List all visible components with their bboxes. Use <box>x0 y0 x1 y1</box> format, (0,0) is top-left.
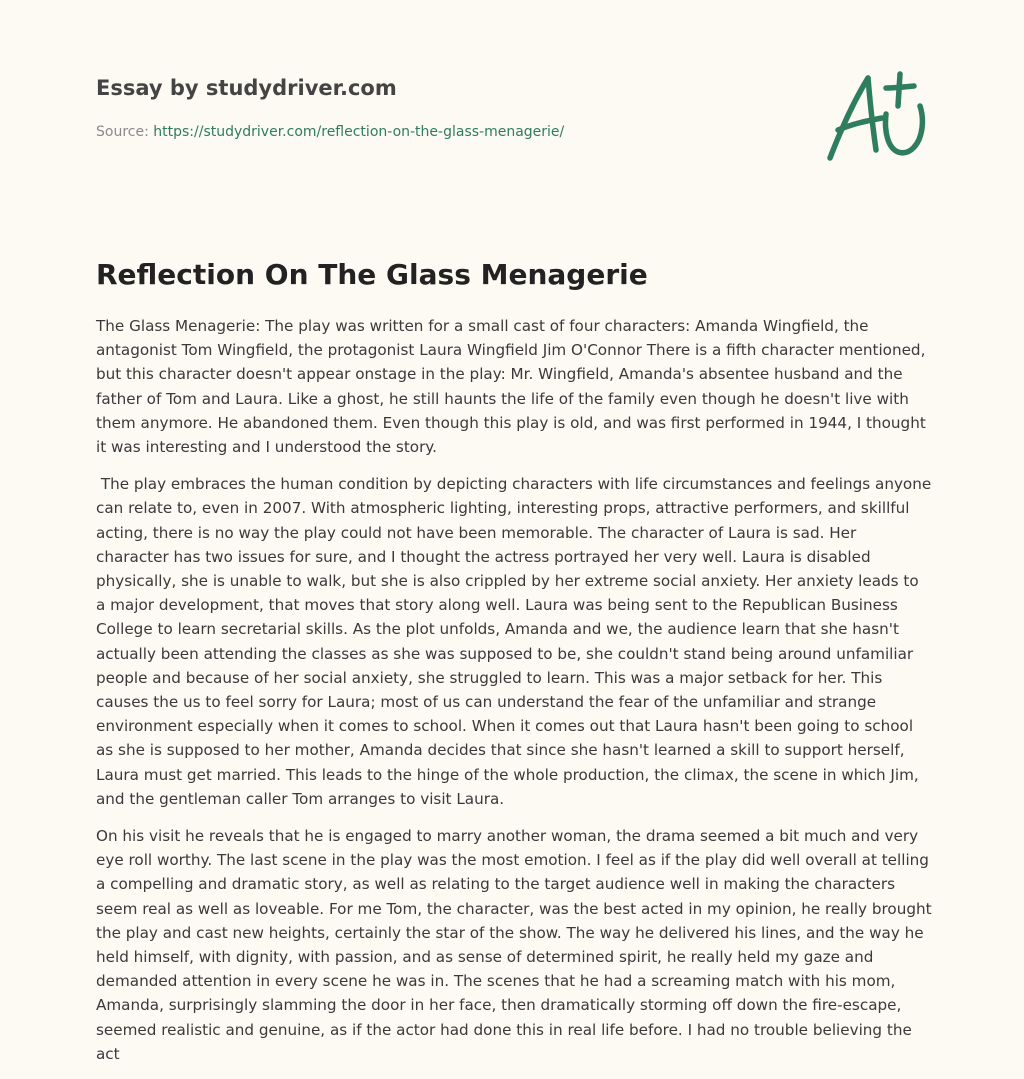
essay-body <box>96 314 937 1079</box>
essay-paragraph: On his visit he reveals that he is engaged to marry another woman, the drama seemed a bit much and very eye roll worthy. The last scene in the play was the most emotion. I feel as if the play did well overall at telling a compelling and dramatic story, as well as relating to the target audience well in making the characters seem real as well as loveable. For me Tom, the character, was the best acted in my opinion, he really brought the play and cast new heights, certainly the star of the show. The way he delivered his lines, and the way he held himself, with dignity, with passion, and as sense of determined spirit, he really held my gaze and demanded attention in every scene he was in. The scenes that he had a screaming match with his mom, Amanda, surprisingly slamming the door in her face, then dramatically storming off down the fire-escape, seemed realistic and genuine, as if the actor had done this in real life before. I had no trouble believing the act <box>96 827 937 1063</box>
essay-title: Reflection On The Glass Menagerie <box>96 258 648 291</box>
source-line <box>96 124 564 140</box>
essay-paragraph: The Glass Menagerie: The play was written for a small cast of four characters: Amanda Wingfield, the antagonist Tom Wingfield, the protagonist Laura Wingfield Jim O'Connor There is a fifth character mentioned, but this character doesn't appear onstage in the play: Mr. Wingfield, Amanda's absentee husband and the father of Tom and Laura. Like a ghost, he still haunts the life of the family even though he doesn't live with them anymore. He abandoned them. Even though this play is old, and was first performed in 1944, I thought it was interesting and I understood the story. <box>96 317 931 457</box>
essay-source-heading: Essay by studydriver.com <box>96 76 397 100</box>
source-link[interactable]: https://studydriver.com/reflection-on-the-glass-menagerie/ <box>153 124 565 140</box>
essay-paragraph: The play embraces the human condition by depicting characters with life circumstances and feelings anyone can relate to, even in 2007. With atmospheric lighting, interesting props, attractive performers, and skillful acting, there is no way the play could not have been memorable. The character of Laura is sad. Her character has two issues for sure, and I thought the actress portrayed her very well. Laura is disabled physically, she is unable to walk, but she is also crippled by her extreme social anxiety. Her anxiety leads to a major development, that moves that story along well. Laura was being sent to the Republican Business College to learn secretarial skills. As the plot unfolds, Amanda and we, the audience learn that she hasn't actually been attending the classes as she was supposed to be, she couldn't stand being around unfamiliar people and because of her social anxiety, she struggled to learn. This was a major setback for her. This causes the us to feel sorry for Laura; most of us can understand the fear of the unfamiliar and strange environment especially when it comes to school. When it comes out that Laura hasn't been going to school as she is supposed to her mother, Amanda decides that since she hasn't learned a skill to support herself, Laura must get married. This leads to the hinge of the whole production, the climax, the scene in which Jim, and the gentleman caller Tom arranges to visit Laura. <box>96 475 937 808</box>
a-plus-logo-icon <box>822 66 932 168</box>
source-label: Source: <box>96 124 154 140</box>
